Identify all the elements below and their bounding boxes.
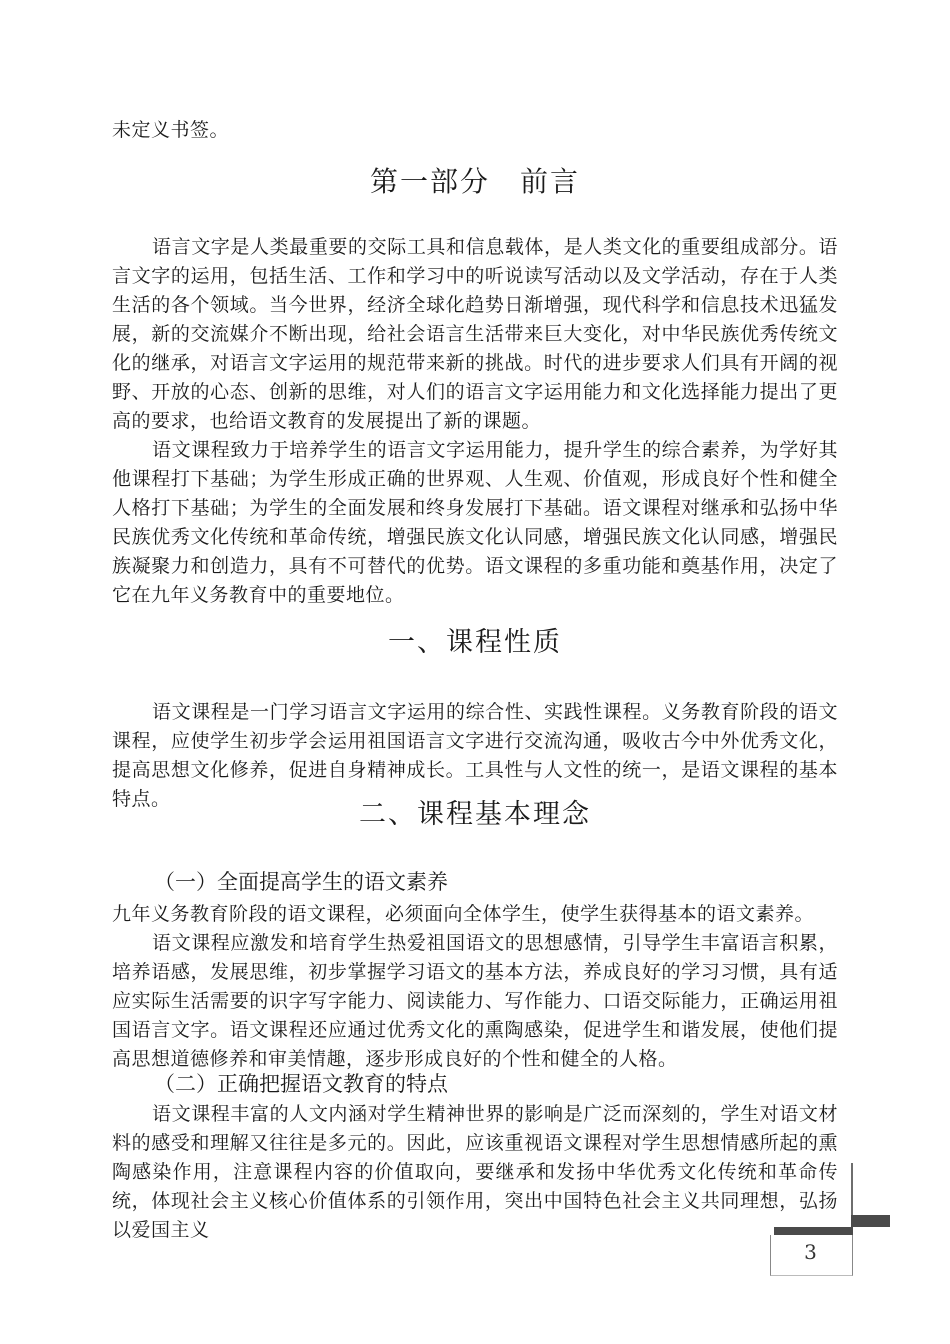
subsection-title-1: （一）全面提高学生的语文素养 (154, 870, 448, 894)
subsection-title-2: （二）正确把握语文教育的特点 (154, 1072, 448, 1096)
corner-decoration-bar (851, 1215, 890, 1227)
page-number-bar (774, 1227, 853, 1235)
subsection-2-paragraph-1: 语文课程丰富的人文内涵对学生精神世界的影响是广泛而深刻的，学生对语文材料的感受和理解又往往是多元的。因此，应该重视语文课程对学生思想情感所起的熏陶感染作用，注意课程内容的价值取向，要继承和发扬中华优秀文化传统和革命传统，体现社会主义核心价值体系的引领作用，突出中国特色社会主义共同理想，弘扬以爱国主义 (112, 1103, 838, 1241)
intro-paragraph-2: 语文课程致力于培养学生的语言文字运用能力，提升学生的综合素养，为学好其他课程打下基础；为学生形成正确的世界观、人生观、价值观，形成良好个性和健全人格打下基础；为学生的全面发展和终身发展打下基础。语文课程对继承和弘扬中华民族优秀文化传统和革命传统，增强民族文化认同感，增强民族文化认同感，增强民族凝聚力和创造力，具有不可替代的优势。语文课程的多重功能和奠基作用，决定了它在九年义务教育中的重要地位。 (112, 439, 838, 606)
section-title-basic-concepts: 二、课程基本理念 (359, 799, 591, 830)
continued-fragment: 未定义书签。 (112, 119, 230, 141)
course-nature-paragraph: 语文课程是一门学习语言文字运用的综合性、实践性课程。义务教育阶段的语文课程，应使学生初步学会运用祖国语言文字进行交流沟通，吸收古今中外优秀文化，提高思想文化修养，促进自身精神成长。工具性与人文性的统一，是语文课程的基本特点。 (112, 701, 838, 810)
page-number: 3 (804, 1240, 817, 1264)
subsection-1-paragraph-2: 语文课程应激发和培育学生热爱祖国语文的思想感情，引导学生丰富语言积累，培养语感，发展思维，初步掌握学习语文的基本方法，养成良好的学习习惯，具有适应实际生活需要的识字写字能力、阅读能力、写作能力、口语交际能力，正确运用祖国语言文字。语文课程还应通过优秀文化的熏陶感染，促进学生和谐发展，使他们提高思想道德修养和审美情趣，逐步形成良好的个性和健全的人格。 (112, 932, 838, 1070)
intro-paragraph-1: 语言文字是人类最重要的交际工具和信息载体，是人类文化的重要组成部分。语言文字的运用，包括生活、工作和学习中的听说读写活动以及文学活动，存在于人类生活的各个领域。当今世界，经济全球化趋势日渐增强，现代科学和信息技术迅猛发展，新的交流媒介不断出现，给社会语言生活带来巨大变化，对中华民族优秀传统文化的继承，对语言文字运用的规范带来新的挑战。时代的进步要求人们具有开阔的视野、开放的心态、创新的思维，对人们的语言文字运用能力和文化选择能力提出了更高的要求，也给语文教育的发展提出了新的课题。 (112, 236, 838, 432)
subsection-1-paragraph-1: 九年义务教育阶段的语文课程，必须面向全体学生，使学生获得基本的语文素养。 (112, 903, 815, 925)
section-title-course-nature: 一、课程性质 (388, 627, 562, 658)
part-title: 第一部分 前言 (369, 165, 580, 198)
